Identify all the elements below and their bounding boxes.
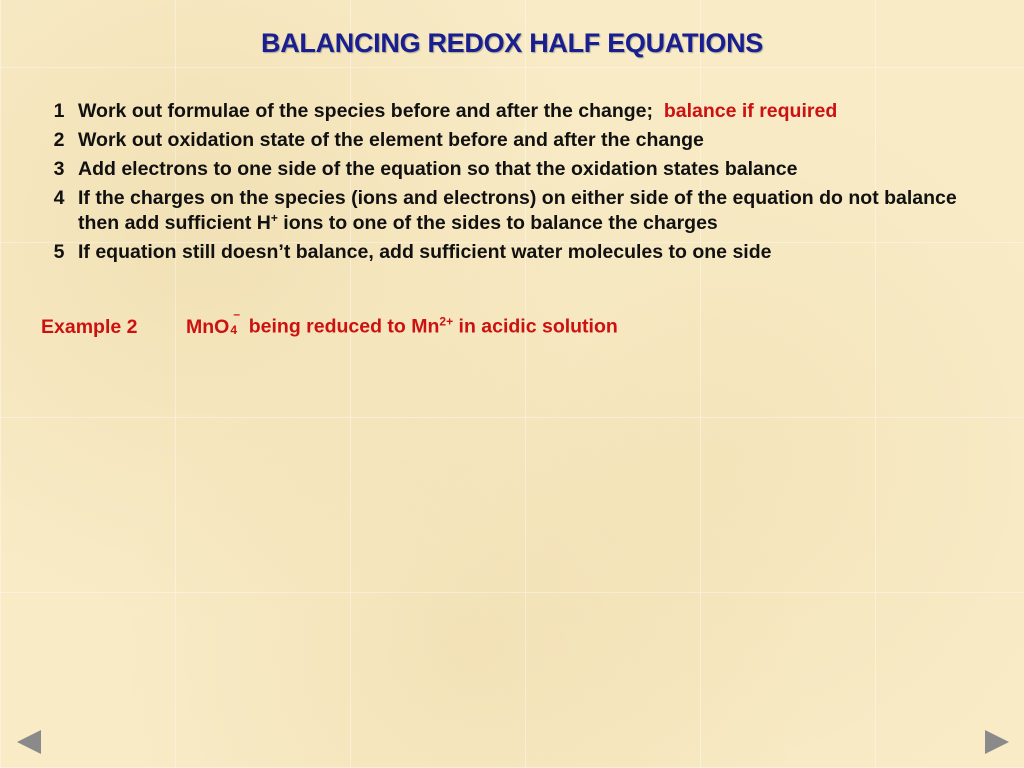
previous-slide-icon[interactable] (17, 730, 41, 754)
step-item (40, 99, 1000, 124)
formula-superscript: – (233, 307, 241, 321)
step-text-part: If the charges on the species (ions and electrons) on either side of the equation do not balance then add sufficient H (78, 187, 957, 234)
step-item (40, 186, 1000, 236)
example-label: Example 2 (41, 315, 138, 338)
steps-list (40, 99, 1000, 269)
step-text-part: ions to one of the sides to balance the charges (277, 212, 718, 234)
step-highlight-text: balance if required (663, 100, 838, 122)
step-main-text: Work out formulae of the species before and after the change; (78, 100, 653, 122)
step-number: 5 (53, 241, 65, 263)
charge-superscript: 2+ (439, 314, 454, 329)
slide-title: BALANCING REDOX HALF EQUATIONS (261, 28, 763, 58)
example-middle-text: being reduced to Mn (243, 315, 440, 338)
species-permanganate (186, 307, 243, 338)
step-number: 3 (53, 158, 65, 180)
step-item (40, 240, 1000, 265)
step-text: Add electrons to one side of the equation so that the oxidation states balance (78, 158, 798, 180)
step-number: 2 (53, 129, 65, 151)
formula-text: MnO (186, 315, 230, 338)
step-text (78, 186, 1000, 236)
step-text: If equation still doesn’t balance, add sufficient water molecules to one side (78, 241, 772, 263)
formula-subsup (229, 307, 243, 337)
step-text: Work out oxidation state of the element before and after the change (78, 129, 704, 151)
step-number: 4 (53, 187, 65, 209)
step-item (40, 128, 1000, 153)
step-item (40, 157, 1000, 182)
charge-superscript: + (270, 211, 278, 225)
next-slide-icon[interactable] (985, 730, 1009, 754)
step-number: 1 (53, 100, 65, 122)
example-line (41, 307, 618, 339)
step-text (78, 99, 1000, 124)
example-end-text: in acidic solution (453, 315, 618, 338)
formula-subscript: 4 (230, 323, 238, 337)
